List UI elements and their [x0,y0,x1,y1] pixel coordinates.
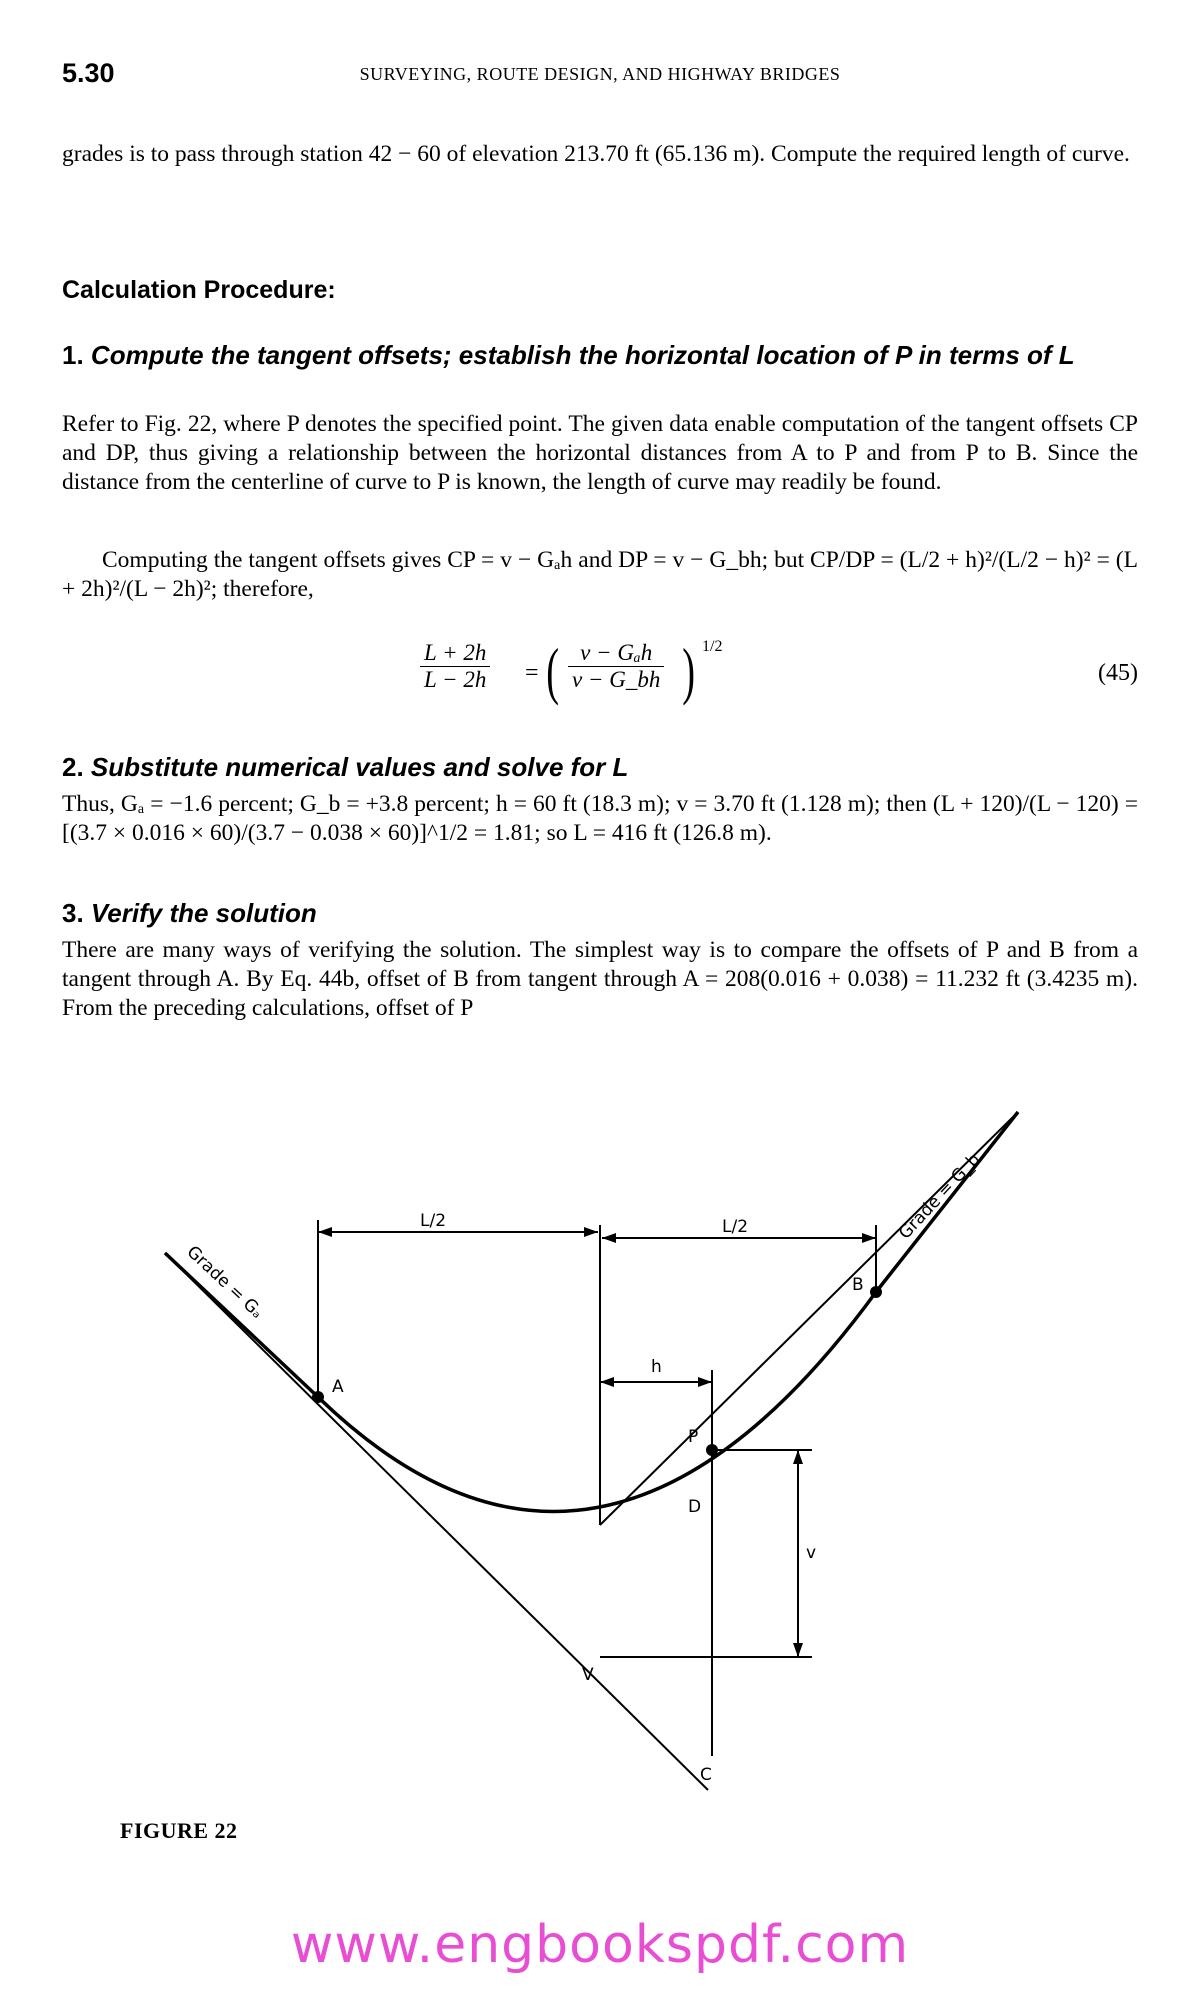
intro-paragraph: grades is to pass through station 42 − 60 of elevation 213.70 ft (65.136 m). Compute the required length of curve. [62,141,1130,167]
arrow-l2-right-start [602,1233,616,1243]
label-point-b: B [852,1275,864,1295]
arrow-l2-left-start [318,1227,332,1237]
label-point-a: A [332,1377,344,1397]
equation-equals: = [525,660,539,686]
step1-title: Compute the tangent offsets; establish the horizontal location of P in terms of L [90,340,1075,370]
label-v: v [806,1543,817,1563]
step1-heading [62,340,1138,371]
label-h: h [651,1357,662,1377]
figure-22-diagram [0,1080,1200,1800]
arrow-l2-left-end [584,1227,598,1237]
step1-paragraph-1: Refer to Fig. 22, where P denotes the specified point. The given data enable computation of the tangent offsets CP and DP, thus giving a relationship between the horizontal distances from A to P and from P to B. Since the distance from the centerline of curve to P is known, the length of curve may readily be found. [62,411,1138,495]
equation-exponent: 1/2 [702,638,723,655]
step1-paragraph-2: Computing the tangent offsets gives CP = v − Gₐh and DP = v − G_bh; but CP/DP = (L/2 + h)²/(L/2 − h)² = (L + 2h)²/(L − 2h)²; therefore, [62,547,1138,602]
label-grade-a: Grade = Gₐ [182,1242,267,1323]
label-grade-b: Grade = G_b [895,1149,985,1244]
step2-heading [62,752,1138,783]
label-l2-right: L/2 [722,1217,749,1237]
watermark-link[interactable]: www.engbookspdf.com [290,1915,910,1975]
arrow-v-top [793,1450,803,1464]
step2-number: 2. [62,752,84,782]
equation-lhs-denominator: L − 2h [424,667,487,692]
grade-a-line [165,1253,318,1397]
equation-rhs-numerator: v − Gₐh [568,640,664,667]
label-point-d: D [688,1497,702,1517]
page-number: 5.30 [62,58,115,88]
equation-45 [420,635,780,720]
step3-title: Verify the solution [90,898,317,928]
equation-rhs-denominator: v − G_bh [572,667,661,692]
arrow-h-start [600,1377,614,1387]
point-p-marker [706,1444,718,1456]
running-head: SURVEYING, ROUTE DESIGN, AND HIGHWAY BRIDGES [359,64,841,84]
equation-lhs-numerator: L + 2h [420,640,490,667]
label-point-v: V [582,1665,594,1685]
label-l2-left: L/2 [420,1211,447,1231]
arrow-l2-right-end [862,1233,876,1243]
equation-paren-right: ) [682,635,696,706]
point-b-marker [870,1286,882,1298]
equation-lhs [420,640,490,693]
step2-paragraph: Thus, Gₐ = −1.6 percent; G_b = +3.8 percent; h = 60 ft (18.3 m); v = 3.70 ft (1.128 m); then (L + 120)/(L − 120) = [(3.7 × 0.016 × 60)/(3.7 − 0.038 × 60)]^1/2 = 1.81; so L = 416 ft (126.8 m). [62,791,1138,846]
step2-title: Substitute numerical values and solve for L [90,752,629,782]
equation-number: (45) [1098,660,1138,686]
page-header [62,58,1138,98]
arrow-h-end [698,1377,712,1387]
step3-paragraph: There are many ways of verifying the solution. The simplest way is to compare the offsets of P and B from a tangent through A. By Eq. 44b, offset of B from tangent through A = 208(0.016 + 0.038) = 11.232 ft (3.4235 m). From the preceding calculations, offset of P [62,937,1138,1021]
arrow-v-bottom [793,1643,803,1657]
step3-heading [62,898,1138,929]
vertical-curve [318,1292,876,1511]
equation-rhs [568,640,664,693]
label-point-c: C [700,1765,712,1785]
procedure-heading: Calculation Procedure: [62,276,336,304]
step3-number: 3. [62,898,84,928]
equation-paren-left: ( [546,635,560,706]
step1-number: 1. [62,340,84,370]
tangent-line-left [165,1253,708,1790]
figure-caption: FIGURE 22 [120,1818,238,1843]
point-a-marker [312,1391,324,1403]
label-point-p: P [688,1427,699,1447]
